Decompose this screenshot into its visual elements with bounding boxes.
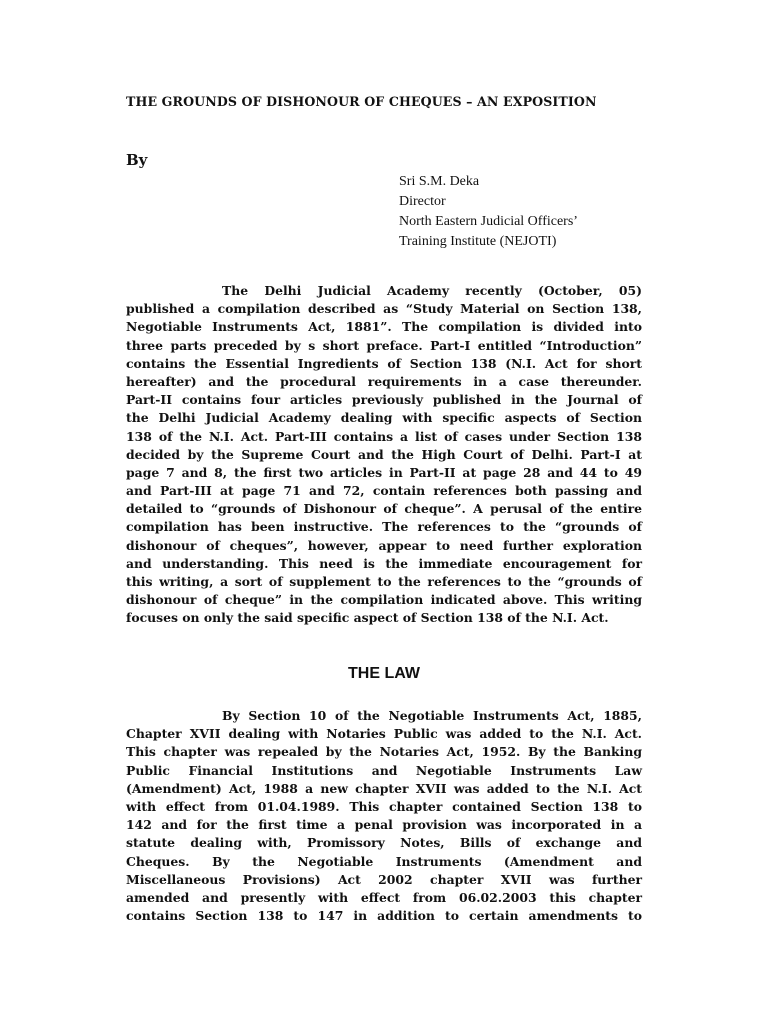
paragraph-line: and understanding. This need is the immediate encouragement for (126, 555, 642, 571)
by-label: By (126, 151, 148, 169)
paragraph-line: contains Section 138 to 147 in addition to certain amendments to (126, 908, 642, 924)
paragraph-line: Negotiable Instruments Act, 1881”. The compilation is divided into (126, 319, 642, 335)
paragraph-line: this writing, a sort of supplement to the references to the “grounds of (126, 574, 642, 589)
paragraph-line: focuses on only the said specific aspect of Section 138 of the N.I. Act. (126, 610, 609, 626)
author-institute: North Eastern Judicial Officers’ (399, 214, 578, 229)
author-designation: Director (399, 194, 446, 209)
paragraph-line: with effect from 01.04.1989. This chapter contained Section 138 to (126, 798, 642, 814)
paragraph-line: dishonour of cheques”, however, appear to need further exploration (126, 537, 642, 553)
paragraph-line: Cheques. By the Negotiable Instruments (Amendment and (126, 853, 642, 869)
intro-paragraph (126, 282, 642, 628)
paragraph-line: 138 of the N.I. Act. Part-III contains a list of cases under Section 138 (126, 428, 642, 444)
paragraph-line: detailed to “grounds of Dishonour of cheque”. A perusal of the entire (126, 501, 642, 517)
paragraph-line: compilation has been instructive. The references to the “grounds of (126, 519, 642, 535)
paragraph-line: 142 and for the first time a penal provision was incorporated in a (126, 817, 642, 833)
paragraph-line: dishonour of cheque” in the compilation indicated above. This writing (126, 592, 642, 608)
paragraph-line: (Amendment) Act, 1988 a new chapter XVII was added to the N.I. Act (126, 780, 642, 796)
paragraph-line: contains the Essential Ingredients of Section 138 (N.I. Act for short (126, 355, 642, 371)
paragraph-line: Part-II contains four articles previously published in the Journal of (126, 392, 642, 408)
paragraph-line: amended and presently with effect from 06.02.2003 this chapter (126, 889, 642, 905)
paragraph-line: published a compilation described as “Study Material on Section 138, (126, 301, 642, 317)
section-heading: THE LAW (348, 665, 420, 682)
paragraph-line: The Delhi Judicial Academy recently (October, 05) (222, 283, 642, 298)
paragraph-line: page 7 and 8, the first two articles in Part-II at page 28 and 44 to 49 (126, 464, 642, 480)
author-name: Sri S.M. Deka (399, 174, 480, 189)
paragraph-line: This chapter was repealed by the Notaries Act, 1952. By the Banking (126, 744, 642, 760)
paragraph-line: decided by the Supreme Court and the High Court of Delhi. Part-I at (126, 446, 642, 462)
paragraph-line: Public Financial Institutions and Negotiable Instruments Law (126, 762, 642, 778)
paragraph-line: Chapter XVII dealing with Notaries Public was added to the N.I. Act. (126, 726, 642, 742)
paragraph-line: statute dealing with, Promissory Notes, Bills of exchange and (126, 835, 642, 851)
paragraph-line: By Section 10 of the Negotiable Instruments Act, 1885, (222, 708, 642, 723)
author-institute-cont: Training Institute (NEJOTI) (399, 234, 557, 249)
paragraph-line: and Part-III at page 71 and 72, contain references both passing and (126, 483, 642, 499)
law-paragraph (126, 707, 642, 925)
author-block (399, 172, 699, 252)
paragraph-line: the Delhi Judicial Academy dealing with specific aspects of Section (126, 410, 642, 426)
document-title: THE GROUNDS OF DISHONOUR OF CHEQUES – AN EXPOSITION (126, 94, 597, 109)
paragraph-line: hereafter) and the procedural requirements in a case thereunder. (126, 373, 642, 389)
paragraph-line: Miscellaneous Provisions) Act 2002 chapter XVII was further (126, 871, 642, 887)
paragraph-line: three parts preceded by s short preface. Part-I entitled “Introduction” (126, 337, 642, 353)
